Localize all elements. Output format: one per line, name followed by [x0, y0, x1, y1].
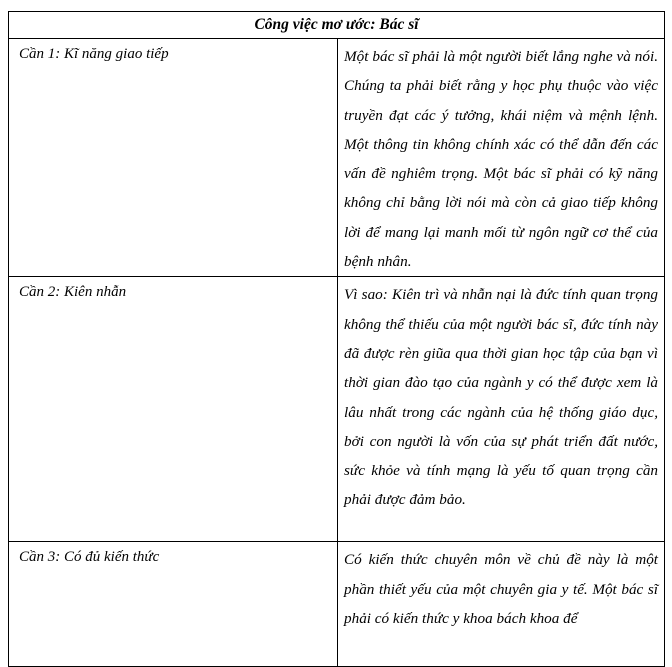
title-row	[9, 12, 665, 39]
table-row	[9, 39, 665, 277]
requirement-description: Có kiến thức chuyên môn về chủ đề này là một phần thiết yếu của một chuyên gia y tế. Một bác sĩ phải có kiến thức y khoa bách khoa để	[338, 542, 665, 667]
requirement-label: Cần 3: Có đủ kiến thức	[9, 542, 338, 667]
requirement-label: Cần 2: Kiên nhẫn	[9, 277, 338, 542]
requirement-description: Vì sao: Kiên trì và nhẫn nại là đức tính quan trọng không thể thiếu của một người bác sĩ, đức tính này đã được rèn giũa qua thời gian học tập của bạn vì thời gian đào tạo của ngành y có thể được xem là lâu nhất trong các ngành của hệ thống giáo dục, bởi con người là vốn của sự phát triển đất nước, sức khỏe và tính mạng là yếu tố quan trọng cần phải được đảm bảo.	[338, 277, 665, 542]
table-title: Công việc mơ ước: Bác sĩ	[9, 12, 665, 39]
requirement-description: Một bác sĩ phải là một người biết lắng nghe và nói. Chúng ta phải biết rằng y học phụ thuộc vào việc truyền đạt các ý tưởng, khái niệm và mệnh lệnh. Một thông tin không chính xác có thể dẫn đến các vấn đề nghiêm trọng. Một bác sĩ phải có kỹ năng không chỉ bằng lời nói mà còn cả giao tiếp không lời để mang lại manh mối từ ngôn ngữ cơ thể của bệnh nhân.	[338, 39, 665, 277]
table-row	[9, 542, 665, 667]
dream-job-table	[8, 11, 665, 667]
requirement-label: Cần 1: Kĩ năng giao tiếp	[9, 39, 338, 277]
table-row	[9, 277, 665, 542]
